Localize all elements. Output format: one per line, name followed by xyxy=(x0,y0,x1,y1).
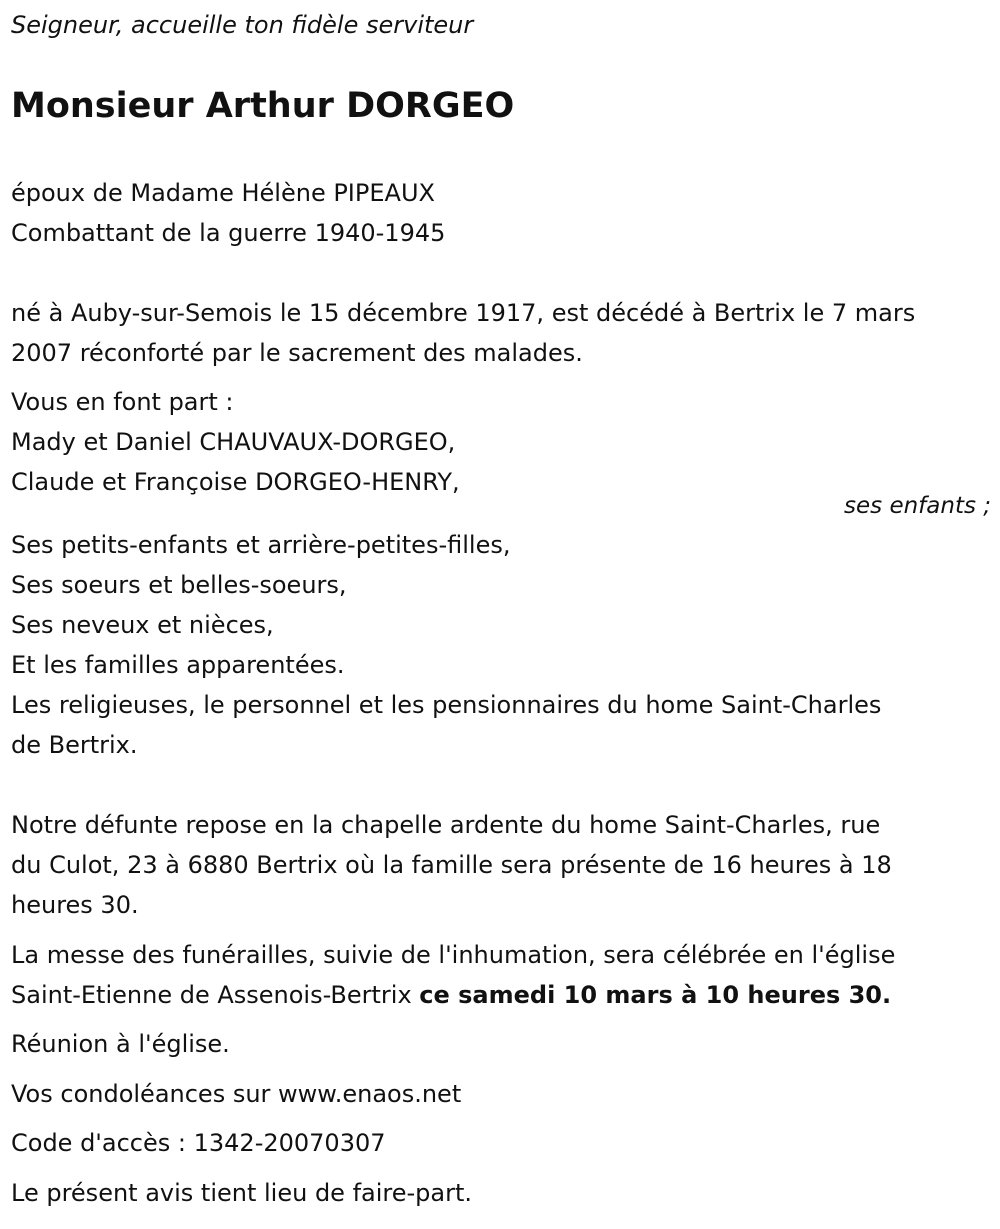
mass-line-2 xyxy=(11,980,891,1010)
children-label: ses enfants ; xyxy=(844,493,991,519)
family-line-5: Les religieuses, le personnel et les pensionnaires du home Saint-Charles xyxy=(11,691,882,719)
family-line-1: Ses petits-enfants et arrière-petites-filles, xyxy=(11,531,511,559)
birth-death-line-2: 2007 réconforté par le sacrement des malades. xyxy=(11,339,583,367)
deceased-name: Monsieur Arthur DORGEO xyxy=(11,86,515,126)
birth-death-line-1: né à Auby-sur-Semois le 15 décembre 1917, est décédé à Bertrix le 7 mars xyxy=(11,299,916,327)
family-line-2: Ses soeurs et belles-soeurs, xyxy=(11,571,347,599)
rest-line-3: heures 30. xyxy=(11,891,139,919)
rest-line-2: du Culot, 23 à 6880 Bertrix où la famille sera présente de 16 heures à 18 xyxy=(11,851,892,879)
family-line-4: Et les familles apparentées. xyxy=(11,651,345,679)
meeting-line: Réunion à l'église. xyxy=(11,1030,230,1058)
veteran-line: Combattant de la guerre 1940-1945 xyxy=(11,219,446,247)
family-line-6: de Bertrix. xyxy=(11,731,138,759)
mass-line-1: La messe des funérailles, suivie de l'inhumation, sera célébrée en l'église xyxy=(11,941,896,969)
opening-verse: Seigneur, accueille ton fidèle serviteur xyxy=(11,11,474,39)
notice-line: Le présent avis tient lieu de faire-part. xyxy=(11,1179,473,1207)
access-code-line: Code d'accès : 1342-20070307 xyxy=(11,1129,386,1157)
mass-location: Saint-Etienne de Assenois-Bertrix xyxy=(11,981,420,1009)
family-line-3: Ses neveux et nièces, xyxy=(11,611,274,639)
condolences-line: Vos condoléances sur www.enaos.net xyxy=(11,1080,462,1108)
child-line-2: Claude et Françoise DORGEO-HENRY, xyxy=(11,468,460,496)
rest-line-1: Notre défunte repose en la chapelle ardente du home Saint-Charles, rue xyxy=(11,811,881,839)
announce-intro: Vous en font part : xyxy=(11,388,234,416)
spouse-line: époux de Madame Hélène PIPEAUX xyxy=(11,179,435,207)
child-line-1: Mady et Daniel CHAUVAUX-DORGEO, xyxy=(11,428,456,456)
mass-date-time: ce samedi 10 mars à 10 heures 30. xyxy=(419,981,892,1009)
